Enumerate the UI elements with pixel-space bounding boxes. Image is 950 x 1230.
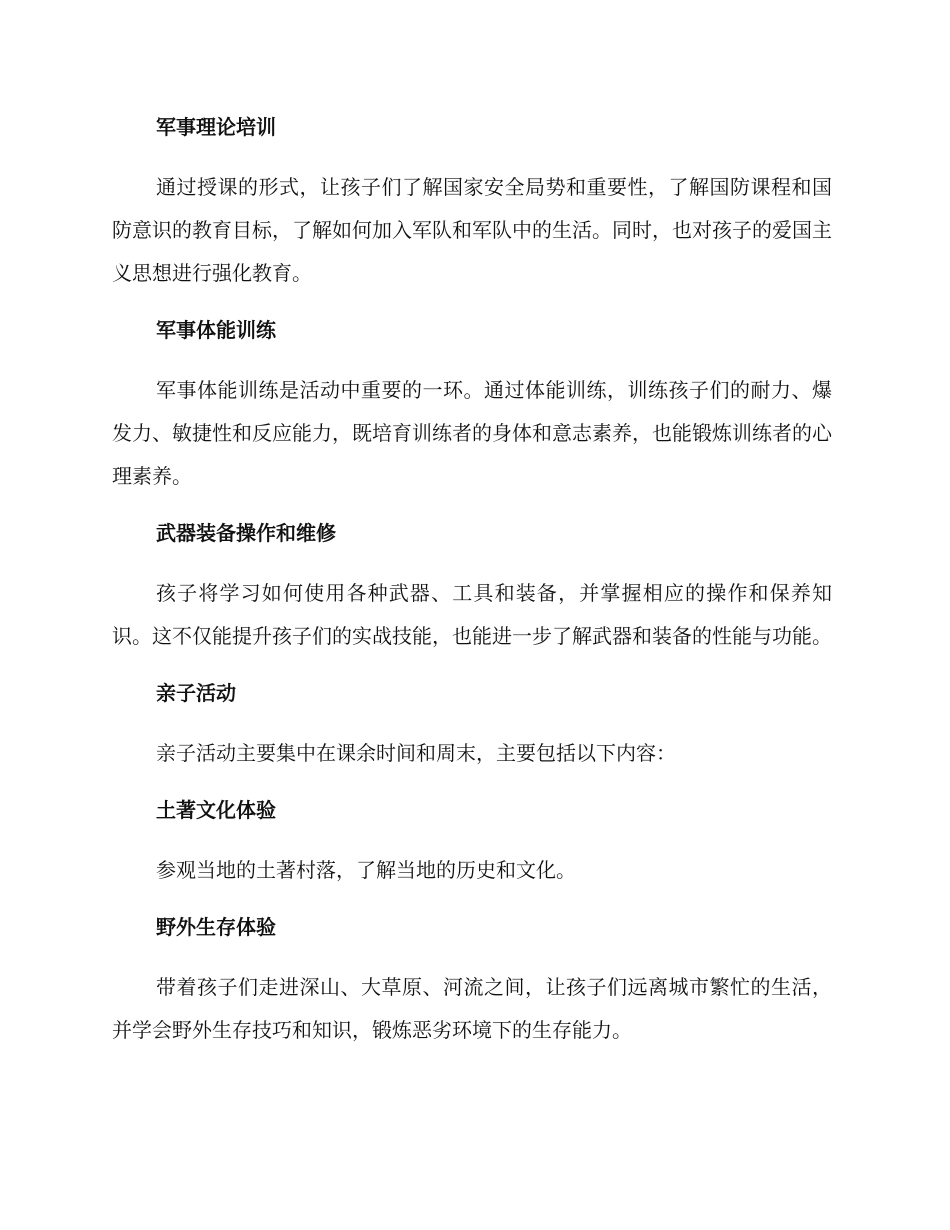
section-heading-weapons: 武器装备操作和维修 xyxy=(156,521,336,545)
section-body-parent-child: 亲子活动主要集中在课余时间和周末，主要包括以下内容： xyxy=(156,741,676,765)
section-body-wilderness-survival: 带着孩子们走进深山、大草原、河流之间，让孩子们远离城市繁忙的生活，并学会野外生存技巧和知识，锻炼恶劣环境下的生存能力。 xyxy=(112,975,832,1042)
document-content xyxy=(112,110,832,1070)
section-heading-parent-child: 亲子活动 xyxy=(156,681,236,705)
section-heading-physical-training: 军事体能训练 xyxy=(156,318,276,342)
section-heading-wilderness-survival: 野外生存体验 xyxy=(156,915,276,939)
section-body-weapons: 孩子将学习如何使用各种武器、工具和装备，并掌握相应的操作和保养知识。这不仅能提升孩子们的实战技能，也能进一步了解武器和装备的性能与功能。 xyxy=(112,581,832,648)
section-body-physical-training: 军事体能训练是活动中重要的一环。通过体能训练，训练孩子们的耐力、爆发力、敏捷性和反应能力，既培育训练者的身体和意志素养，也能锻炼训练者的心理素养。 xyxy=(112,378,832,488)
section-heading-military-theory: 军事理论培训 xyxy=(156,115,276,139)
section-body-military-theory: 通过授课的形式，让孩子们了解国家安全局势和重要性，了解国防课程和国防意识的教育目标，了解如何加入军队和军队中的生活。同时，也对孩子的爱国主义思想进行强化教育。 xyxy=(112,175,832,285)
section-heading-indigenous-culture: 土著文化体验 xyxy=(156,798,276,822)
section-body-indigenous-culture: 参观当地的土著村落，了解当地的历史和文化。 xyxy=(156,858,576,882)
